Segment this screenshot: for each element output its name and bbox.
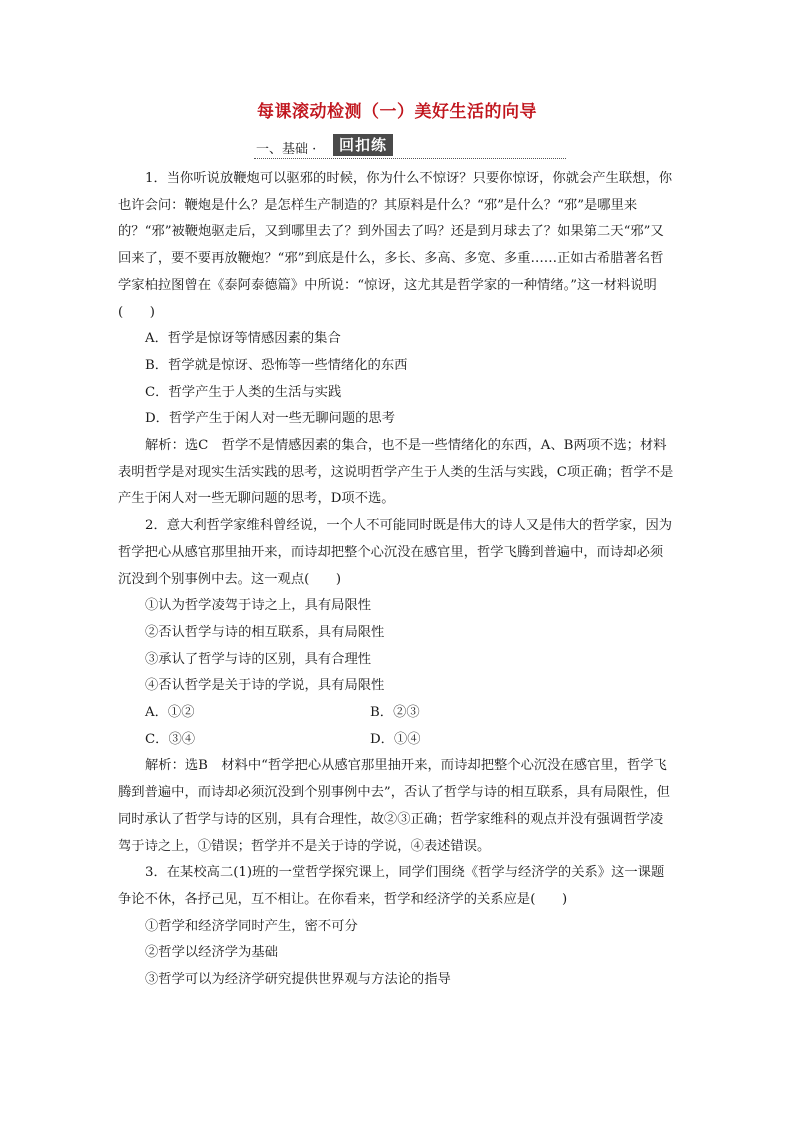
content [118, 166, 674, 994]
question-1-option-d: D．哲学产生于闲人对一些无聊问题的思考 [145, 411, 396, 427]
question-2-option-a: A．①② [145, 705, 195, 721]
question-2-option-b: B．②③ [370, 705, 420, 721]
section-boxed-label: 回扣练 [333, 134, 393, 156]
question-1-option-c: C．哲学产生于人类的生活与实践 [145, 384, 342, 400]
page-title: 每课滚动检测（一）美好生活的向导 [257, 102, 537, 122]
question-1-stem: 1．当你听说放鞭炮可以驱邪的时候，你为什么不惊讶？只要你惊讶，你就会产生联想，你也许会问：鞭炮是什么？是怎样生产制造的？其原料是什么？“邪”是什么？“邪”是哪里来的？“邪”被鞭炮驱走后，又到哪里去了？到外国去了吗？还是到月球去了？如果第二天“邪”又回来了，要不要再放鞭炮？“邪”到底是什么，多长、多高、多宽、多重……正如古希腊著名哲学家柏拉图曾在《泰阿泰德篇》中所说：“惊讶，这尤其是哲学家的一种情绪。”这一材料说明( ) [118, 171, 673, 320]
question-2-statement-2: ②否认哲学与诗的相互联系，具有局限性 [145, 624, 385, 640]
question-2-statement-1: ①认为哲学凌驾于诗之上，具有局限性 [145, 598, 372, 614]
section-prefix: 一、基础 · [256, 142, 317, 157]
question-2-stem: 2．意大利哲学家维科曾经说，一个人不可能同时既是伟大的诗人又是伟大的哲学家，因为哲学把心从感官那里抽开来，而诗却把整个心沉没在感官里，哲学飞腾到普遍中，而诗却必须沉没到个别事例中去。这一观点( ) [118, 518, 673, 587]
question-2-option-c: C．③④ [145, 731, 196, 747]
question-3-stem: 3．在某校高二(1)班的一堂哲学探究课上，同学们围绕《哲学与经济学的关系》这一课题争论不休，各抒己见，互不相让。在你看来，哲学和经济学的关系应是( ) [118, 865, 665, 907]
question-2-statement-4: ④否认哲学是关于诗的学说，具有局限性 [145, 678, 385, 694]
question-2-options-row-1 [118, 700, 674, 727]
question-2-statement-3: ③承认了哲学与诗的区别，具有合理性 [145, 651, 372, 667]
question-3-statement-3: ③哲学可以为经济学研究提供世界观与方法论的指导 [145, 972, 451, 988]
question-3-statement-1: ①哲学和经济学同时产生，密不可分 [145, 918, 358, 934]
question-1-option-b: B．哲学就是惊讶、恐怖等一些情绪化的东西 [145, 357, 408, 373]
question-3-statement-2: ②哲学以经济学为基础 [145, 945, 278, 961]
question-1-option-a: A．哲学是惊讶等情感因素的集合 [145, 331, 341, 347]
question-2-analysis: 解析：选B 材料中“哲学把心从感官那里抽开来，而诗却把整个心沉没在感官里，哲学飞腾到普遍中，而诗却必须沉没到个别事例中去”，否认了哲学与诗的相互联系，具有局限性，但同时承认了哲学与诗的区别，具有合理性，故②③正确；哲学家维科的观点并没有强调哲学凌驾于诗之上，①错误；哲学并不是关于诗的学说，④表述错误。 [118, 758, 670, 854]
section-header [254, 134, 566, 159]
question-2-option-d: D．①④ [370, 731, 421, 747]
question-2-options-row-2 [118, 727, 674, 754]
question-1-analysis: 解析：选C 哲学不是情感因素的集合，也不是一些情绪化的东西，A、B两项不选；材料表明哲学是对现实生活实践的思考，这说明哲学产生于人类的生活与实践，C项正确；哲学不是产生于闲人对一些无聊问题的思考，D项不选。 [118, 438, 674, 507]
